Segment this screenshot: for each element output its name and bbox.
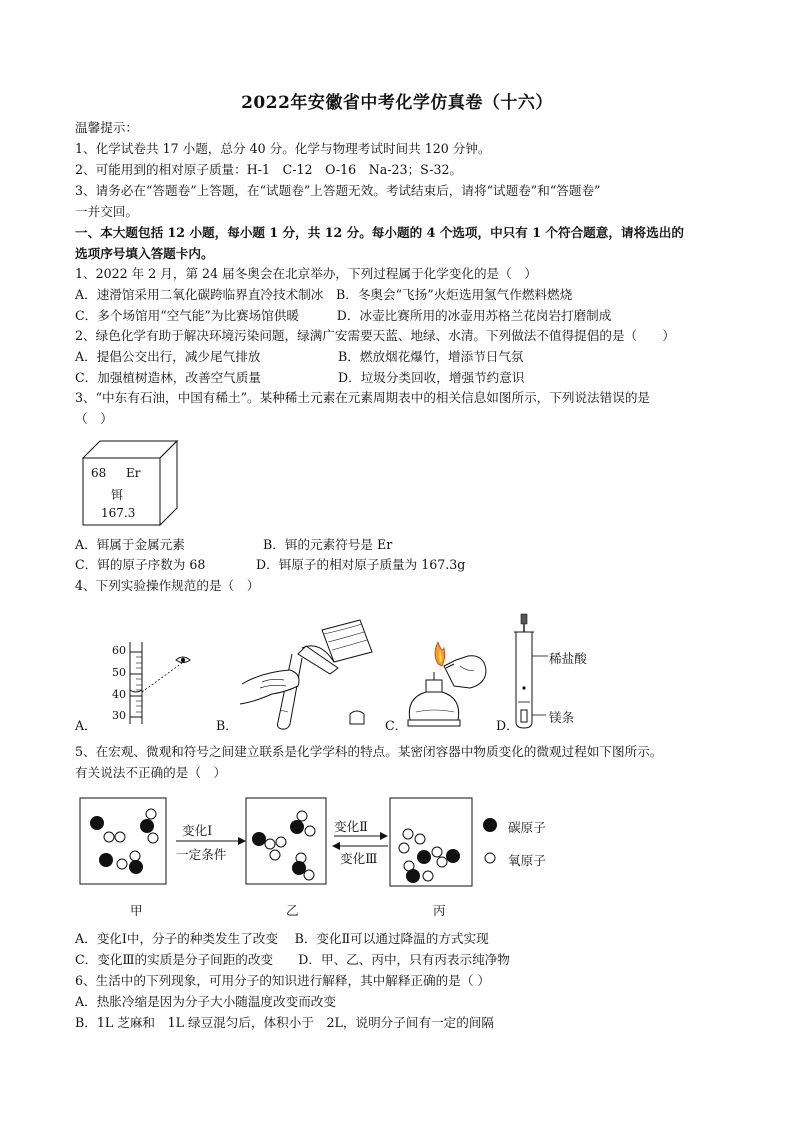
option-a: A．提倡公交出行，减少尾气排放 (75, 349, 261, 364)
question-stem: 4、下列实验操作规范的是（ ） (75, 578, 260, 593)
cylinder-tick-label: 40 (112, 688, 126, 701)
question-options: A．变化Ⅰ中，分子的种类发生了改变 B．变化Ⅱ可以通过降温的方式实现 (75, 931, 489, 946)
option-b: B．1L 芝麻和 1L 绿豆混匀后，体积小于 2L，说明分子间有一定的间隔 (75, 1015, 495, 1030)
page-title: 2022年安徽省中考化学仿真卷（十六） (241, 93, 553, 113)
notice-heading: 温馨提示： (75, 120, 138, 135)
option-d: D．垃圾分类回收，增强节约意识 (338, 370, 525, 385)
option-b: B．燃放烟花爆竹，增添节日气氛 (338, 349, 524, 364)
question-stem: 有关说法不正确的是（ ） (75, 765, 227, 780)
question-stem: 6、生活中的下列现象，可用分子的知识进行解释，其中解释正确的是（ ） (75, 973, 491, 988)
pouring-figure (232, 612, 382, 732)
question-options: C．变化Ⅲ的实质是分子间距的改变 D．甲、乙、丙中，只有丙表示纯净物 (75, 952, 510, 967)
change-1-label: 变化Ⅰ (182, 823, 213, 838)
notice-item: 2、可能用到的相对原子质量：H-1 C-12 O-16 Na-23；S-32。 (75, 162, 463, 177)
box-bing-label: 丙 (433, 903, 446, 918)
dropper-figure (512, 612, 622, 730)
element-symbol: Er (126, 466, 141, 480)
notice-item: 3、请务必在“答题卷”上答题，在“试题卷”上答题无效。考试结束后，请将“试题卷”和“答题卷” (75, 183, 601, 198)
option-b-label: B． (216, 718, 238, 733)
cylinder-tick-label: 50 (112, 666, 126, 679)
section-heading: 选项序号填入答题卡内。 (75, 246, 214, 261)
box-jia-label: 甲 (130, 903, 143, 918)
notice-item: 一并交回。 (75, 204, 138, 219)
option-a: A．铒属于金属元素 (75, 537, 185, 552)
magnesium-label: 镁条 (549, 710, 575, 725)
option-c: C．加强植树造林，改善空气质量 (75, 370, 261, 385)
condition-label: 一定条件 (176, 847, 227, 862)
atomic-number: 68 (91, 466, 107, 480)
element-cell-figure (80, 438, 180, 528)
box-yi-label: 乙 (286, 903, 299, 918)
question-stem: 5、在宏观、微观和符号之间建立联系是化学学科的特点。某密闭容器中物质变化的微观过程如下图所示。 (75, 744, 663, 759)
acid-label: 稀盐酸 (549, 651, 587, 666)
legend-oxygen-label: 氧原子 (508, 853, 546, 868)
legend-carbon-label: 碳原子 (508, 820, 546, 835)
microscopic-process-figure (78, 796, 598, 916)
question-stem: （ ） (75, 411, 113, 426)
section-heading: 一、本大题包括 12 小题，每小题 1 分，共 12 分。每小题的 4 个选项，中只有 1 个符合题意，请将选出的 (75, 225, 684, 240)
question-stem: 1、2022 年 2 月，第 24 届冬奥会在北京举办，下列过程属于化学变化的是（ ） (75, 266, 537, 281)
question-options: A．速滑馆采用二氧化碳跨临界直冷技术制冰 B．冬奥会“飞扬”火炬选用氢气作燃料燃烧 (75, 287, 573, 302)
option-d: D．铒原子的相对原子质量为 167.3g (256, 557, 466, 572)
element-name: 铒 (111, 488, 124, 502)
cylinder-figure (100, 640, 200, 730)
question-stem: 3、“中东有石油，中国有稀土”。某种稀土元素在元素周期表中的相关信息如图所示，下列说法错误的是 (75, 390, 651, 405)
notice-item: 1、化学试卷共 17 小题，总分 40 分。化学与物理考试时间共 120 分钟。 (75, 141, 491, 156)
question-stem: 2、绿色化学有助于解决环境污染问题，绿满广安需要天蓝、地绿、水清。下列做法不值得提倡的是（ ） (75, 328, 675, 343)
alcohol-lamp-figure (398, 636, 498, 732)
option-a: A．热胀冷缩是因为分子大小随温度改变而改变 (75, 994, 336, 1009)
option-d-label: D． (496, 718, 519, 733)
option-c-label: C． (385, 718, 408, 733)
atomic-mass: 167.3 (101, 506, 136, 520)
change-2-label: 变化Ⅱ (334, 819, 368, 834)
question-options: C．多个场馆用“空气能”为比赛场馆供暖 D．冰壶比赛所用的冰壶用苏格兰花岗岩打磨制成 (75, 308, 612, 323)
cylinder-tick-label: 60 (112, 644, 126, 657)
option-c: C．铒的原子序数为 68 (75, 557, 206, 572)
cylinder-tick-label: 30 (112, 709, 126, 722)
option-a-label: A． (75, 718, 97, 733)
option-b: B．铒的元素符号是 Er (263, 537, 393, 552)
change-3-label: 变化Ⅲ (340, 851, 378, 866)
